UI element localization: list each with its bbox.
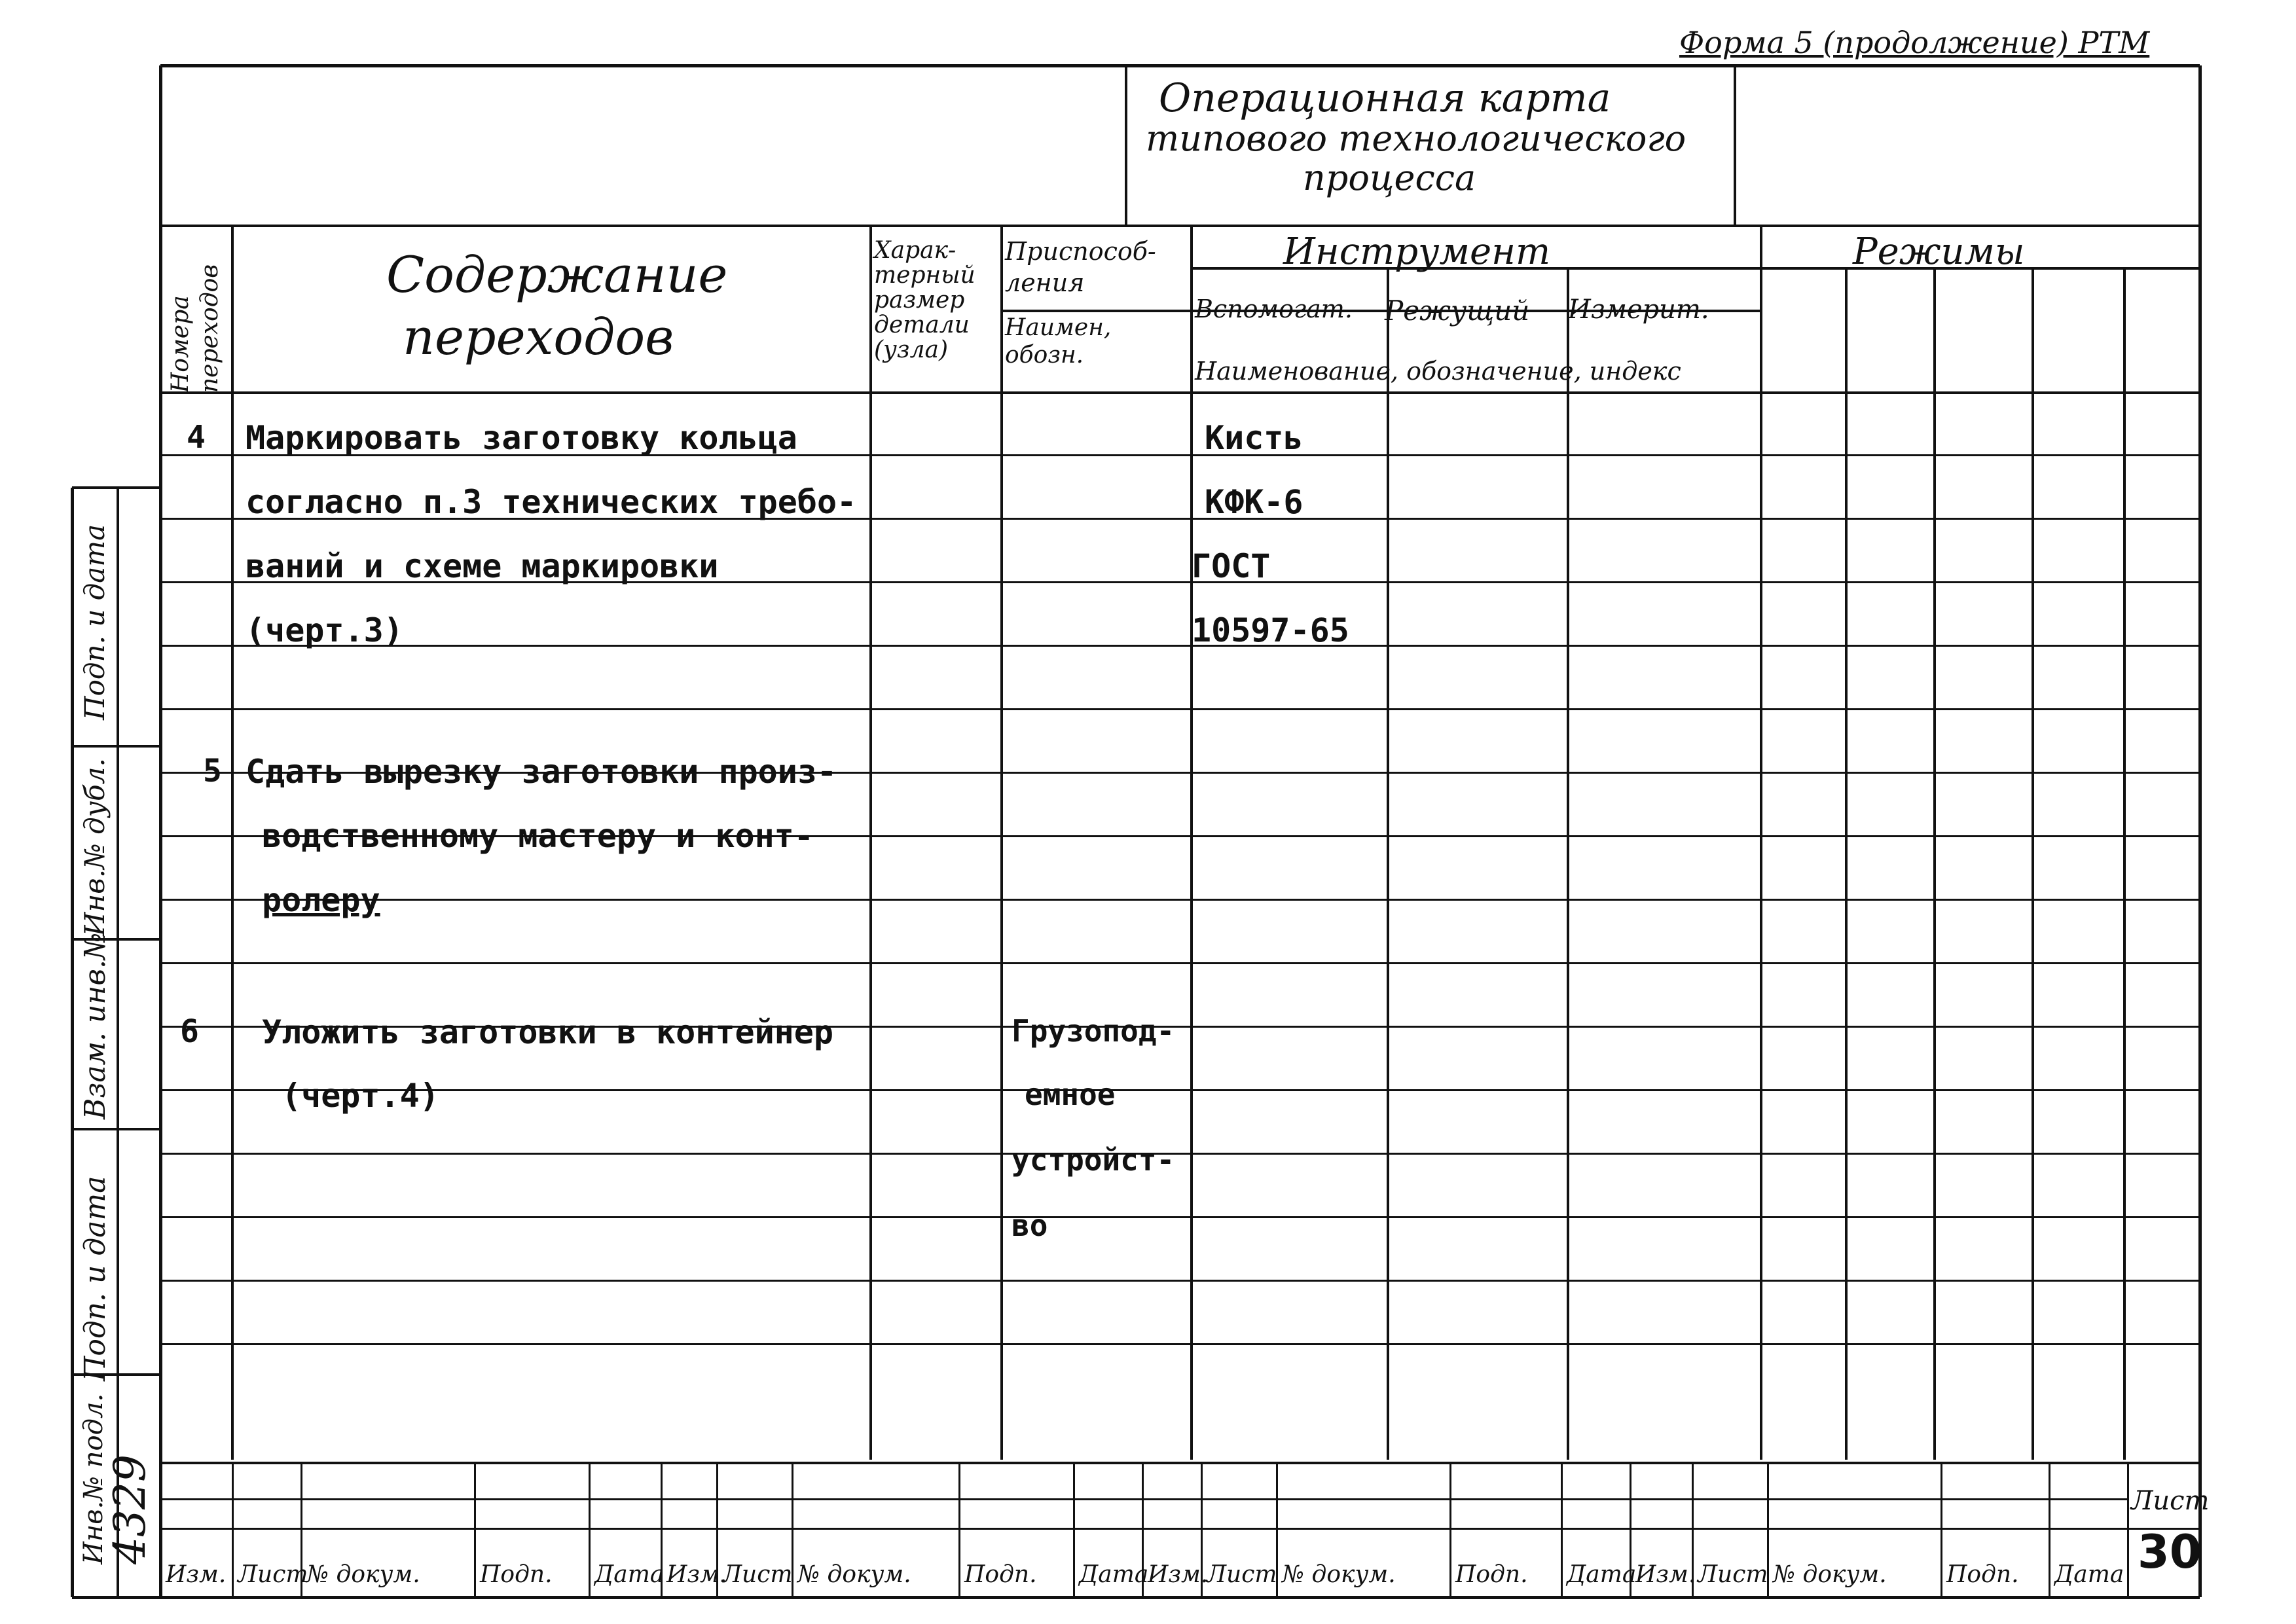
step-5-line-1: Сдать вырезку заготовки произ-: [246, 753, 837, 791]
inventory-number: 4329: [105, 1454, 155, 1564]
side-stamp-inv-orig: Инв.№ подл.: [79, 1393, 109, 1564]
header-instrument-cutting: Режущий: [1385, 295, 1530, 327]
footer-label: № докум.: [1773, 1561, 1887, 1588]
footer-label: Дата: [594, 1561, 665, 1588]
form-label: Форма 5 (продолжение) РТМ: [1679, 25, 2150, 60]
step-6-fixture-3: устройст-: [1011, 1142, 1175, 1178]
header-instrument-aux: Вспомогат.: [1195, 295, 1353, 323]
title-line-1: Операционная карта: [1159, 75, 1611, 121]
step-6-fixture-4: во: [1011, 1208, 1048, 1243]
footer-label: Дата: [1567, 1561, 1637, 1588]
header-fixtures-2: ления: [1005, 268, 1085, 297]
footer-label: Лист: [1207, 1561, 1277, 1588]
side-stamp-sign-date-2: Подп. и дата: [79, 524, 111, 720]
step-6-number: 6: [180, 1013, 199, 1050]
side-stamp-sign-date-1: Подп. и дата: [79, 1176, 112, 1381]
step-4-instrument-1: Кисть: [1205, 419, 1303, 457]
step-4-line-3: ваний и схеме маркировки: [246, 547, 719, 585]
header-fixtures-1: Приспособ-: [1005, 237, 1156, 266]
header-row-numbers-2: переходов: [196, 264, 223, 393]
step-4-line-2: согласно п.3 технических требо-: [246, 483, 857, 521]
header-instrument-measuring: Измерит.: [1568, 295, 1709, 325]
footer-label: № докум.: [1282, 1561, 1396, 1588]
side-stamp-inv-dup: Инв.№ дубл.: [79, 758, 111, 936]
footer-label: Лист: [1698, 1561, 1768, 1588]
step-6-line-1: Уложить заготовки в контейнер: [262, 1013, 833, 1051]
step-4-line-4: (черт.3): [246, 611, 403, 649]
footer-label: Дата: [2054, 1561, 2124, 1588]
header-char-1: Харак-: [874, 237, 957, 264]
step-4-instrument-4: 10597-65: [1192, 611, 1349, 649]
step-5-line-2: водственному мастеру и конт-: [262, 817, 814, 855]
step-5-number: 5: [203, 753, 222, 789]
title-line-3: процесса: [1303, 157, 1476, 198]
header-modes: Режимы: [1853, 230, 2025, 273]
footer-label: Изм.: [1635, 1561, 1696, 1588]
footer-label: Лист: [238, 1561, 308, 1588]
header-fixtures-3: Наимен,: [1005, 314, 1112, 341]
step-4-line-1: Маркировать заготовку кольца: [246, 419, 797, 457]
footer-label: Подп.: [480, 1561, 553, 1588]
title-line-2: типового технологического: [1146, 118, 1686, 159]
header-content-2: переходов: [403, 308, 674, 366]
footer-label: Лист: [722, 1561, 793, 1588]
header-char-5: (узла): [874, 336, 948, 363]
header-char-4: детали: [874, 312, 970, 338]
footer-label: Изм.: [666, 1561, 727, 1588]
side-stamp-replacement-inv: Взам. инв.№: [79, 932, 112, 1119]
footer-label: Дата: [1079, 1561, 1149, 1588]
footer-label: Подп.: [1455, 1561, 1528, 1588]
footer-label: Изм.: [166, 1561, 227, 1588]
sheet-label: Лист: [2131, 1486, 2210, 1516]
header-char-2: терный: [874, 262, 975, 289]
footer-label: Подп.: [1946, 1561, 2019, 1588]
header-fixtures-4: обозн.: [1005, 342, 1084, 369]
footer-label: Изм.: [1148, 1561, 1209, 1588]
header-char-3: размер: [874, 287, 965, 314]
step-4-instrument-2: КФК-6: [1205, 483, 1303, 521]
footer-label: № докум.: [797, 1561, 911, 1588]
footer-label: Подп.: [964, 1561, 1037, 1588]
header-instrument: Инструмент: [1283, 230, 1551, 273]
step-4-instrument-3: ГОСТ: [1192, 547, 1271, 585]
step-5-line-3: ролеру: [262, 881, 380, 919]
step-6-line-2: (черт.4): [282, 1077, 439, 1115]
header-instrument-name: Наименование, обозначение, индекс: [1195, 357, 1681, 386]
footer-label: № докум.: [306, 1561, 420, 1588]
step-4-number: 4: [187, 419, 206, 456]
header-row-numbers-1: Номера: [167, 295, 194, 393]
step-6-fixture-1: Грузопод-: [1011, 1013, 1175, 1049]
header-content-1: Содержание: [386, 245, 728, 304]
sheet-number: 30: [2138, 1525, 2202, 1579]
step-6-fixture-2: емное: [1025, 1077, 1116, 1112]
